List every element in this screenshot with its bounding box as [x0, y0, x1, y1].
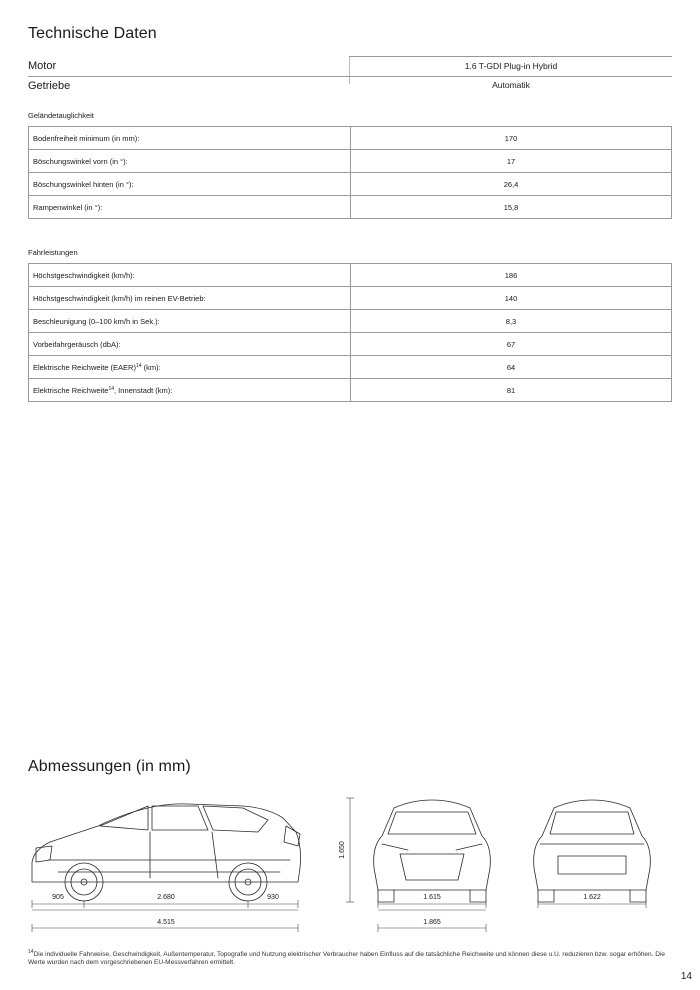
row-value: 15,8: [351, 196, 672, 219]
row-value: 140: [351, 287, 672, 310]
row-label: Höchstgeschwindigkeit (km/h) im reinen EV-Betrieb:: [29, 287, 351, 310]
label-text: (km):: [141, 362, 161, 372]
fahrleistungen-table: [28, 263, 672, 402]
getriebe-value: Automatik: [492, 80, 530, 90]
table-row: [29, 356, 672, 379]
label-text: , Innenstadt (km):: [114, 385, 173, 395]
footnote-marker: 14: [28, 949, 34, 955]
footnote-ref: 14: [108, 385, 115, 392]
motor-label: Motor: [28, 60, 57, 72]
dimension-diagrams: [28, 790, 672, 908]
motor-value: 1.6 T-GDI Plug-in Hybrid: [464, 61, 558, 71]
table-row: [29, 310, 672, 333]
footnote-text: Die individuelle Fahrweise, Geschwindigkeit, Außentemperatur, Topografie und Nutzung elektrischer Verbraucher haben Einfluss auf die tatsächliche Reichweite und können diese u.U. reduzieren bzw. sogar erhöhen. Die Werte wurden nach dem vorgeschriebenen EU-Messverfahren ermittelt.: [28, 951, 666, 966]
gelaende-table: [28, 126, 672, 219]
gelaende-title: Geländetauglichkeit: [28, 111, 94, 120]
row-value: 26,4: [351, 173, 672, 196]
footnote-ref: 14: [135, 362, 142, 369]
row-label: Bodenfreiheit minimum (in mm):: [29, 127, 351, 150]
rear-track-label: 1.622: [583, 894, 601, 901]
fahrleistungen-title: Fahrleistungen: [28, 248, 78, 257]
label-text: Elektrische Reichweite (EAER): [33, 362, 136, 372]
row-value: 64: [351, 356, 672, 379]
getriebe-label: Getriebe: [28, 80, 71, 92]
table-row: [29, 333, 672, 356]
car-side-view-icon: [32, 804, 301, 882]
row-label: Böschungswinkel hinten (in °):: [29, 173, 351, 196]
car-rear-view-icon: [534, 800, 651, 902]
engine-block: [28, 56, 672, 96]
front-track-label: 1.615: [423, 894, 441, 901]
page-number: 14: [680, 971, 692, 982]
row-label: Höchstgeschwindigkeit (km/h):: [29, 264, 351, 287]
table-row: [29, 173, 672, 196]
dimension-diagrams-lower: [28, 908, 672, 934]
wheelbase-label: 2.680: [157, 894, 175, 901]
label-text: Elektrische Reichweite: [33, 385, 109, 395]
row-label: Vorbeifahrgeräusch (dbA):: [29, 333, 351, 356]
rear-overhang-label: 930: [267, 894, 279, 901]
table-row: [29, 127, 672, 150]
row-value: 17: [351, 150, 672, 173]
abmessungen-title: Abmessungen (in mm): [28, 758, 191, 775]
table-row: [29, 379, 672, 402]
row-label: Rampenwinkel (in °):: [29, 196, 351, 219]
footnote: [28, 948, 674, 967]
row-label: Böschungswinkel vorn (in °):: [29, 150, 351, 173]
row-value: 67: [351, 333, 672, 356]
row-value: 8,3: [351, 310, 672, 333]
engine-motor-row: [28, 56, 672, 76]
row-value: 186: [351, 264, 672, 287]
table-row: [29, 264, 672, 287]
page-title: Technische Daten: [28, 25, 157, 42]
width-label: 1.865: [423, 919, 441, 926]
engine-getriebe-row: [28, 76, 672, 96]
height-label: 1.650: [339, 841, 346, 859]
table-row: [29, 196, 672, 219]
car-front-view-icon: [374, 800, 491, 902]
row-label: [29, 379, 351, 402]
row-label: [29, 356, 351, 379]
row-value: 170: [351, 127, 672, 150]
length-label: 4.515: [157, 919, 175, 926]
row-label: Beschleunigung (0–100 km/h in Sek.):: [29, 310, 351, 333]
row-value: 81: [351, 379, 672, 402]
table-row: [29, 150, 672, 173]
front-overhang-label: 905: [52, 894, 64, 901]
table-row: [29, 287, 672, 310]
